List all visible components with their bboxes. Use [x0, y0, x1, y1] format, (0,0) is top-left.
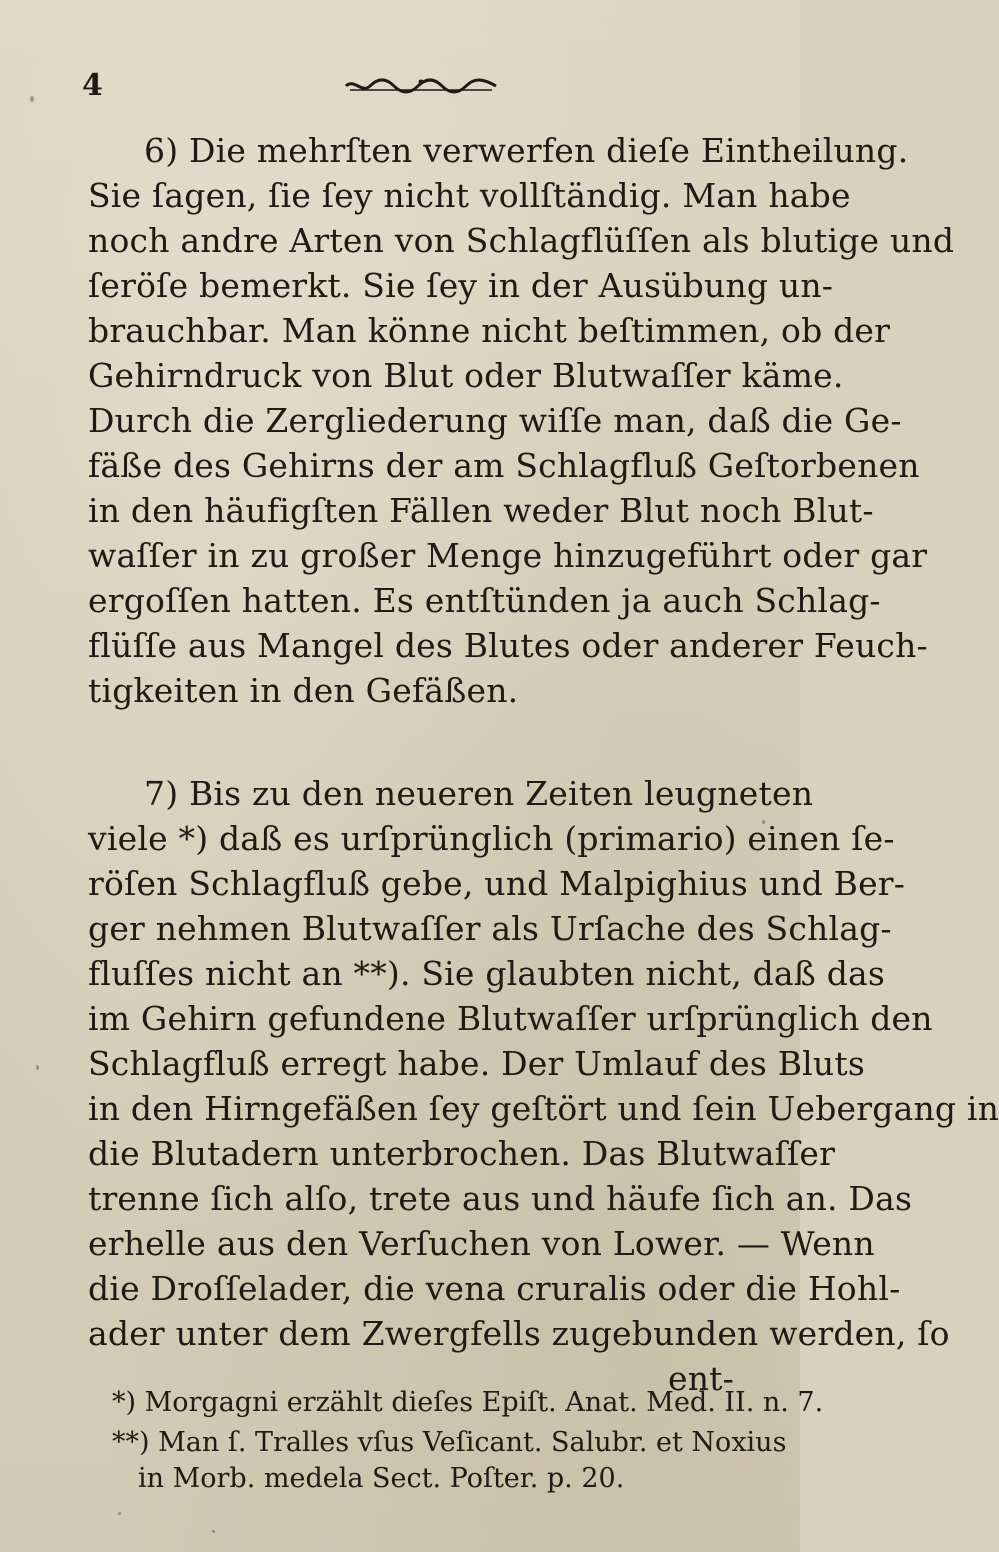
text-line: waſſer in zu großer Menge hinzugeführt oder gar — [88, 536, 928, 575]
main-text — [88, 128, 999, 1401]
text-line: ader unter dem Zwergfells zugebunden werden, ſo — [88, 1314, 950, 1353]
footnote-line: **) Man ſ. Tralles vſus Veſicant. Salubr. et Noxius — [112, 1427, 787, 1458]
text-line: erhelle aus den Verſuchen von Lower. — Wenn — [88, 1224, 875, 1263]
footnote-2 — [112, 1425, 787, 1497]
header-ornament — [344, 76, 498, 96]
text-line: viele *) daß es urſprünglich (primario) einen ſe- — [88, 819, 895, 858]
paragraph-6 — [88, 128, 955, 713]
text-line: fäße des Gehirns der am Schlagfluß Geſtorbenen — [88, 446, 920, 485]
ink-speck — [212, 1530, 215, 1533]
text-line: die Droſſelader, die vena cruralis oder die Hohl- — [88, 1269, 901, 1308]
text-line: brauchbar. Man könne nicht beſtimmen, ob der — [88, 311, 891, 350]
page-number: 4 — [82, 68, 103, 103]
text-line: Sie ſagen, ſie ſey nicht vollſtändig. Man habe — [88, 176, 851, 215]
text-line: Gehirndruck von Blut oder Blutwaſſer käme. — [88, 356, 844, 395]
footnotes — [112, 1385, 824, 1497]
text-line: 7) Bis zu den neueren Zeiten leugneten — [144, 774, 814, 813]
text-line: ger nehmen Blutwaſſer als Urſache des Schlag- — [88, 909, 892, 948]
text-line: tigkeiten in den Gefäßen. — [88, 671, 519, 710]
page-header — [82, 66, 722, 106]
text-line: 6) Die mehrſten verwerfen dieſe Eintheilung. — [144, 131, 909, 170]
ink-speck — [118, 1512, 121, 1515]
ink-speck — [30, 96, 34, 102]
paragraph-7 — [88, 771, 999, 1401]
catchword: ent- — [668, 1359, 734, 1398]
text-line: in den Hirngefäßen ſey geſtört und ſein Uebergang in — [88, 1089, 999, 1128]
text-line: in den häufigſten Fällen weder Blut noch Blut- — [88, 491, 874, 530]
text-line: ergoſſen hatten. Es entſtünden ja auch Schlag- — [88, 581, 881, 620]
text-line: fluſſes nicht an **). Sie glaubten nicht, daß das — [88, 954, 886, 993]
footnote-1 — [112, 1385, 824, 1421]
text-line: noch andre Arten von Schlagflüſſen als blutige und — [88, 221, 955, 260]
text-line: im Gehirn gefundene Blutwaſſer urſprünglich den — [88, 999, 933, 1038]
footnote-line: in Morb. medela Sect. Poſter. p. 20. — [138, 1463, 625, 1494]
text-line: Durch die Zergliederung wiſſe man, daß die Ge- — [88, 401, 902, 440]
text-line: trenne ſich alſo, trete aus und häufe ſich an. Das — [88, 1179, 913, 1218]
text-line: ſeröſe bemerkt. Sie ſey in der Ausübung un- — [88, 266, 834, 305]
text-line: flüſſe aus Mangel des Blutes oder anderer Feuch- — [88, 626, 928, 665]
footnote-line: *) Morgagni erzählt dieſes Epiſt. Anat. Med. II. n. 7. — [112, 1387, 824, 1418]
text-line: Schlagfluß erregt habe. Der Umlauf des Bluts — [88, 1044, 865, 1083]
text-line: die Blutadern unterbrochen. Das Blutwaſſer — [88, 1134, 836, 1173]
text-line: röſen Schlagfluß gebe, und Malpighius und Ber- — [88, 864, 906, 903]
ink-speck — [36, 1065, 39, 1070]
